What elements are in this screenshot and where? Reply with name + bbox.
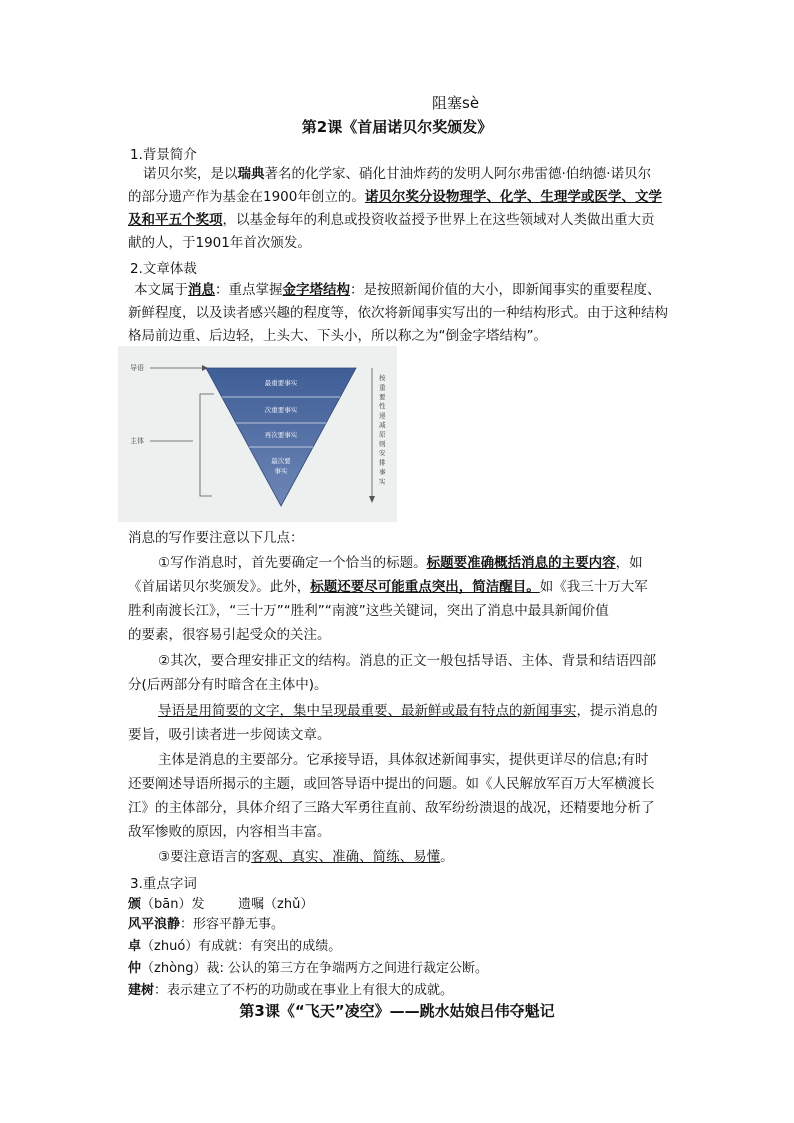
body-line-2: 还要阐述导语所揭示的主题，或回答导语中提出的问题。如《人民解放军百万大军横渡长 (128, 776, 655, 792)
tier-label-2: 次重要事实 (264, 406, 298, 414)
side-text-char: 递 (379, 411, 386, 420)
point2-line-1: ②其次，要合理安排正文的结构。消息的正文一般包括导语、主体、背景和结语四部 (158, 653, 657, 669)
side-text-char: 原 (379, 430, 386, 439)
section1-heading: 1.背景简介 (130, 147, 197, 163)
body-line-3: 江》的主体部分，具体介绍了三路大军勇往直前、敌军纷纷溃退的战况，还精要地分析了 (128, 800, 655, 816)
word-1: 颁（bān）发 (128, 897, 205, 912)
point1-line-1: ①写作消息时，首先要确定一个恰当的标题。标题要准确概括消息的主要内容，如 (158, 555, 643, 571)
sec1-line-4: 献的人，于1901年首次颁发。 (128, 235, 311, 251)
side-text-char: 实 (379, 477, 386, 486)
word-4: 卓（zhuó）有成就：有突出的成绩。 (128, 939, 342, 954)
sec1-line-3: 及和平五个奖项，以基金每年的利息或投资收益授予世界上在这些领域对人类做出重大贡 (128, 212, 655, 228)
figure-label-lead: 导语 (130, 364, 144, 372)
body-line-4: 敌军惨败的原因，内容相当丰富。 (128, 824, 331, 840)
point3-line: ③要注意语言的客观、真实、准确、简练、易懂。 (158, 849, 454, 865)
figure-label-body: 主体 (130, 437, 144, 445)
word-6: 建树：表示建立了不朽的功勋或在事业上有很大的成就。 (128, 983, 454, 998)
word-2: 遗嘱（zhǔ） (238, 897, 314, 912)
tier-label-4a: 最次要 (271, 457, 291, 465)
body-bracket (200, 394, 214, 496)
header-note: 阻塞sè (432, 94, 480, 112)
sec2-line-2: 新鲜程度，以及读者感兴趣的程度等，依次将新闻事实写出的一种结构形式。由于这种结构 (128, 305, 668, 321)
word-5: 仲（zhòng）裁: 公认的第三方在争端两方之间进行裁定公断。 (128, 961, 489, 976)
section3-heading: 3.重点字词 (130, 876, 197, 892)
body-line-1: 主体是消息的主要部分。它承接导语，具体叙述新闻事实，提供更详尽的信息;有时 (158, 752, 649, 768)
sec2-line-3: 格局前边重、后边轻，上头大、下头小，所以称之为“倒金字塔结构”。 (128, 328, 547, 344)
side-text-char: 排 (379, 458, 386, 467)
figure-side-text (379, 373, 386, 485)
point1-line-2: 《首届诺贝尔奖颁发》。此外，标题还要尽可能重点突出，简洁醒目。如《我三十万大军 (128, 579, 648, 595)
lead-line-1: 导语是用简要的文字，集中呈现最重要、最新鲜或最有特点的新闻事实，提示消息的 (158, 703, 658, 719)
word-3: 风平浪静：形容平静无事。 (128, 917, 285, 932)
sec1-line-1: 诺贝尔奖，是以瑞典著名的化学家、硝化甘油炸药的发明人阿尔弗雷德·伯纳德·诺贝尔 (143, 166, 652, 182)
tier-label-4b: 事实 (274, 467, 288, 475)
lesson3-title: 第3课《“飞天”凌空》——跳水姑娘吕伟夺魁记 (239, 1002, 555, 1020)
point2-line-2: 分(后两部分有时暗含在主体中)。 (128, 677, 328, 693)
writing-notes-intro: 消息的写作要注意以下几点： (128, 530, 304, 546)
side-text-char: 性 (379, 402, 386, 411)
side-text-char: 则 (379, 439, 386, 448)
tier-label-1: 最重要事实 (264, 379, 298, 387)
inverted-pyramid-figure (118, 346, 397, 522)
tier-label-3: 再次要事实 (264, 431, 298, 439)
side-text-char: 要 (379, 392, 386, 401)
section2-heading: 2.文章体裁 (130, 261, 197, 277)
point1-line-3: 胜利南渡长江》，“三十万”“胜利”“南渡”这些关键词，突出了消息中最具新闻价值 (128, 603, 609, 619)
right-arrow-head (369, 496, 375, 503)
side-text-char: 安 (379, 449, 386, 458)
side-text-char: 重 (379, 383, 386, 392)
lead-line-2: 要旨，吸引读者进一步阅读文章。 (128, 727, 331, 743)
pyramid-diagram (118, 346, 397, 522)
point1-line-4: 的要素，很容易引起受众的关注。 (128, 627, 331, 643)
side-text-char: 减 (379, 421, 386, 429)
sec1-line-2: 的部分遗产作为基金在1900年创立的。诺贝尔奖分设物理学、化学、生理学或医学、文学 (128, 189, 662, 205)
sec2-line-1: 本文属于消息：重点掌握金字塔结构：是按照新闻价值的大小，即新闻事实的重要程度、 (134, 282, 661, 298)
side-text-char: 事 (379, 468, 386, 476)
lesson2-title: 第2课《首届诺贝尔奖颁发》 (301, 118, 493, 136)
side-text-char: 按 (379, 374, 386, 382)
